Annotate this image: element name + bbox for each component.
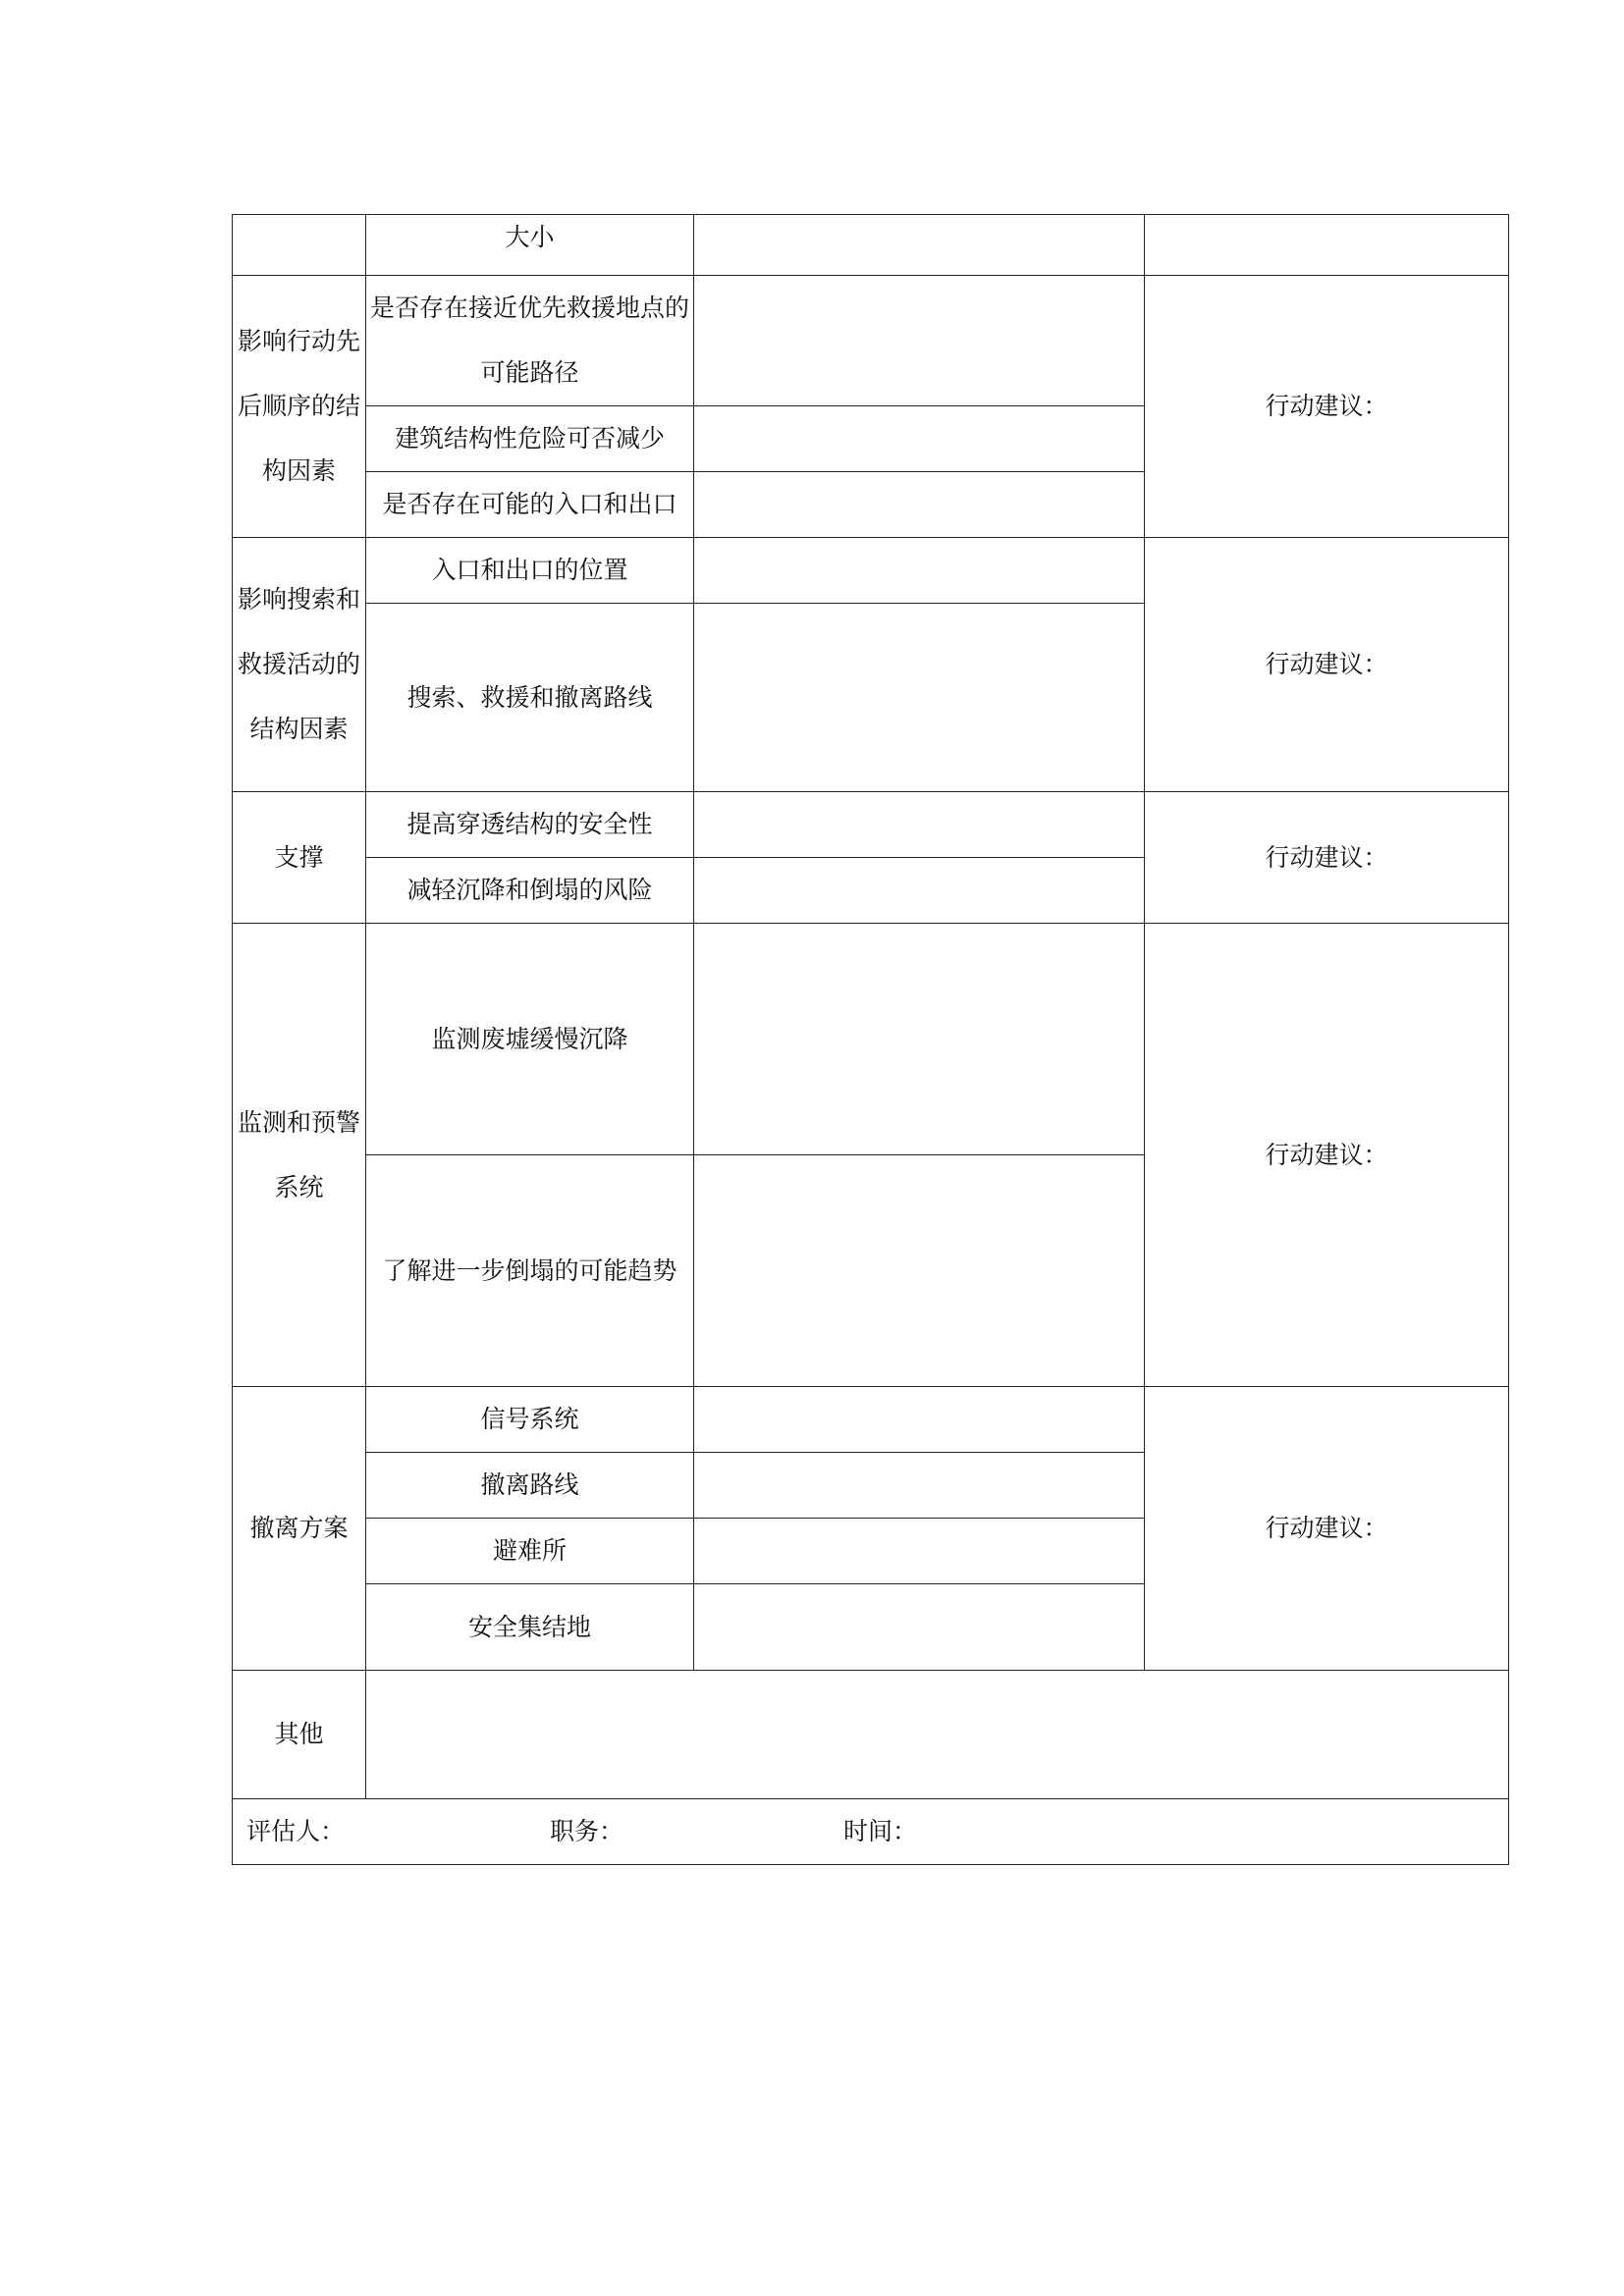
table-row bbox=[233, 276, 1509, 406]
category-cell bbox=[233, 1387, 366, 1671]
advice-label: 行动建议： bbox=[1265, 650, 1388, 678]
table-row bbox=[233, 538, 1509, 604]
time-label: 时间： bbox=[843, 1817, 918, 1845]
table-row bbox=[233, 1671, 1509, 1799]
factor-cell: 了解进一步倒塌的可能趋势 bbox=[366, 1155, 694, 1387]
signature-row bbox=[233, 1799, 1509, 1865]
table-row bbox=[233, 924, 1509, 1155]
signature-cell bbox=[233, 1799, 1509, 1865]
factor-cell: 提高穿透结构的安全性 bbox=[366, 792, 694, 858]
category-label: 影响行动先后顺序的结构因素 bbox=[237, 327, 360, 485]
advice-cell-empty[interactable] bbox=[1145, 215, 1509, 276]
table-row bbox=[233, 1387, 1509, 1453]
advice-cell[interactable] bbox=[1145, 538, 1509, 792]
advice-label: 行动建议： bbox=[1265, 842, 1388, 872]
value-cell[interactable] bbox=[694, 1387, 1145, 1453]
category-label: 支撑 bbox=[274, 842, 324, 872]
factor-cell: 是否存在可能的入口和出口 bbox=[366, 472, 694, 538]
category-label: 影响搜索和救援活动的结构因素 bbox=[237, 585, 360, 743]
advice-cell[interactable] bbox=[1145, 1387, 1509, 1671]
value-cell[interactable] bbox=[694, 1155, 1145, 1387]
value-cell[interactable] bbox=[694, 1519, 1145, 1584]
factor-cell: 入口和出口的位置 bbox=[366, 538, 694, 604]
table-row bbox=[233, 792, 1509, 858]
value-cell[interactable] bbox=[694, 792, 1145, 858]
factor-cell: 避难所 bbox=[366, 1519, 694, 1584]
factor-cell: 减轻沉降和倒塌的风险 bbox=[366, 858, 694, 924]
factor-cell: 监测废墟缓慢沉降 bbox=[366, 924, 694, 1155]
other-notes-cell[interactable] bbox=[366, 1671, 1509, 1799]
factor-cell: 建筑结构性危险可否减少 bbox=[366, 406, 694, 472]
advice-label: 行动建议： bbox=[1265, 1140, 1388, 1169]
category-cell bbox=[233, 276, 366, 538]
structural-assessment-table bbox=[232, 214, 1509, 1865]
value-cell[interactable] bbox=[694, 472, 1145, 538]
factor-cell: 撤离路线 bbox=[366, 1453, 694, 1519]
category-cell bbox=[233, 924, 366, 1387]
advice-cell[interactable] bbox=[1145, 276, 1509, 538]
assessor-label: 评估人： bbox=[246, 1817, 346, 1845]
category-label: 监测和预警系统 bbox=[237, 1107, 360, 1201]
table-row bbox=[233, 215, 1509, 276]
position-label: 职务： bbox=[550, 1817, 624, 1845]
advice-cell[interactable] bbox=[1145, 924, 1509, 1387]
factor-cell: 搜索、救援和撤离路线 bbox=[366, 604, 694, 792]
value-cell[interactable] bbox=[694, 538, 1145, 604]
category-cell bbox=[233, 538, 366, 792]
value-cell[interactable] bbox=[694, 276, 1145, 406]
value-cell[interactable] bbox=[694, 215, 1145, 276]
factor-cell: 安全集结地 bbox=[366, 1584, 694, 1671]
factor-cell: 是否存在接近优先救援地点的可能路径 bbox=[366, 276, 694, 406]
value-cell[interactable] bbox=[694, 1584, 1145, 1671]
value-cell[interactable] bbox=[694, 406, 1145, 472]
category-label: 撤离方案 bbox=[249, 1514, 349, 1542]
category-cell-other: 其他 bbox=[233, 1671, 366, 1799]
category-cell-empty bbox=[233, 215, 366, 276]
value-cell[interactable] bbox=[694, 924, 1145, 1155]
advice-cell[interactable] bbox=[1145, 792, 1509, 924]
advice-label: 行动建议： bbox=[1265, 392, 1388, 420]
value-cell[interactable] bbox=[694, 604, 1145, 792]
category-cell bbox=[233, 792, 366, 924]
advice-label: 行动建议： bbox=[1265, 1514, 1388, 1542]
factor-cell: 信号系统 bbox=[366, 1387, 694, 1453]
value-cell[interactable] bbox=[694, 1453, 1145, 1519]
factor-cell-size: 大小 bbox=[366, 215, 694, 276]
value-cell[interactable] bbox=[694, 858, 1145, 924]
